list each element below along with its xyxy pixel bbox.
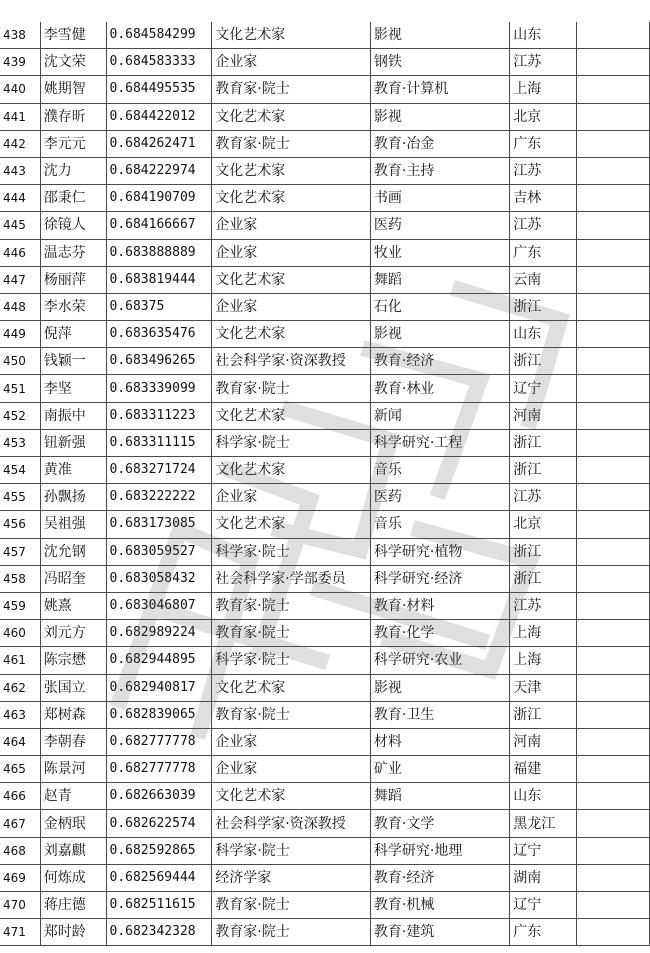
category-cell: 文化艺术家 [212,185,371,212]
empty-cell [576,185,649,212]
category-cell: 科学家·院士 [212,429,371,456]
score-cell: 0.682511615 [106,892,212,919]
category-cell: 教育家·院士 [212,592,371,619]
field-cell: 书画 [370,185,509,212]
score-cell: 0.684190709 [106,185,212,212]
province-cell: 湖南 [510,864,577,891]
empty-cell [576,701,649,728]
field-cell: 教育·计算机 [370,76,509,103]
score-cell: 0.682663039 [106,783,212,810]
field-cell: 医药 [370,484,509,511]
name-cell: 陈宗懋 [40,647,106,674]
score-cell: 0.682622574 [106,810,212,837]
score-cell: 0.684262471 [106,130,212,157]
table-row [0,810,650,837]
score-cell: 0.682944895 [106,647,212,674]
table-row [0,538,650,565]
score-cell: 0.684222974 [106,157,212,184]
score-cell: 0.684166667 [106,212,212,239]
table-row [0,756,650,783]
name-cell: 蒋庄德 [40,892,106,919]
name-cell: 吴祖强 [40,511,106,538]
field-cell: 钢铁 [370,49,509,76]
category-cell: 企业家 [212,49,371,76]
category-cell: 教育家·院士 [212,130,371,157]
score-cell: 0.682839065 [106,701,212,728]
name-cell: 黄准 [40,457,106,484]
name-cell: 金柄珉 [40,810,106,837]
empty-cell [576,76,649,103]
score-cell: 0.683059527 [106,538,212,565]
field-cell: 科学研究·农业 [370,647,509,674]
category-cell: 文化艺术家 [212,457,371,484]
rank-cell: 466 [0,783,40,810]
empty-cell [576,239,649,266]
rank-cell: 459 [0,592,40,619]
name-cell: 李水荣 [40,293,106,320]
empty-cell [576,511,649,538]
category-cell: 文化艺术家 [212,783,371,810]
rank-cell: 441 [0,103,40,130]
rank-cell: 467 [0,810,40,837]
score-cell: 0.68375 [106,293,212,320]
field-cell: 石化 [370,293,509,320]
field-cell: 教育·机械 [370,892,509,919]
name-cell: 何炼成 [40,864,106,891]
score-cell: 0.684495535 [106,76,212,103]
rank-cell: 450 [0,348,40,375]
name-cell: 钱颖一 [40,348,106,375]
field-cell: 舞蹈 [370,266,509,293]
category-cell: 社会科学家·资深教授 [212,810,371,837]
empty-cell [576,348,649,375]
name-cell: 赵青 [40,783,106,810]
table-row [0,647,650,674]
score-cell: 0.683173085 [106,511,212,538]
rank-cell: 452 [0,402,40,429]
category-cell: 科学家·院士 [212,647,371,674]
field-cell: 教育·冶金 [370,130,509,157]
table-row [0,565,650,592]
rank-cell: 440 [0,76,40,103]
province-cell: 广东 [510,130,577,157]
score-cell: 0.683058432 [106,565,212,592]
category-cell: 经济学家 [212,864,371,891]
name-cell: 刘元方 [40,620,106,647]
name-cell: 李雪健 [40,22,106,49]
category-cell: 社会科学家·资深教授 [212,348,371,375]
name-cell: 李朝春 [40,728,106,755]
field-cell: 教育·经济 [370,864,509,891]
name-cell: 李坚 [40,375,106,402]
category-cell: 文化艺术家 [212,321,371,348]
score-cell: 0.684584299 [106,22,212,49]
name-cell: 沈文荣 [40,49,106,76]
rank-cell: 445 [0,212,40,239]
rank-cell: 463 [0,701,40,728]
name-cell: 钮新强 [40,429,106,456]
rank-cell: 464 [0,728,40,755]
empty-cell [576,157,649,184]
rank-cell: 454 [0,457,40,484]
score-cell: 0.683311115 [106,429,212,456]
rank-cell: 439 [0,49,40,76]
name-cell: 郑时龄 [40,919,106,946]
name-cell: 李元元 [40,130,106,157]
name-cell: 杨丽萍 [40,266,106,293]
name-cell: 沈允钢 [40,538,106,565]
empty-cell [576,484,649,511]
category-cell: 教育家·院士 [212,701,371,728]
category-cell: 教育家·院士 [212,620,371,647]
province-cell: 北京 [510,103,577,130]
province-cell: 上海 [510,76,577,103]
table-row [0,22,650,49]
category-cell: 教育家·院士 [212,76,371,103]
province-cell: 浙江 [510,457,577,484]
province-cell: 河南 [510,728,577,755]
empty-cell [576,756,649,783]
ranking-table [0,22,650,946]
province-cell: 北京 [510,511,577,538]
table-row [0,185,650,212]
empty-cell [576,49,649,76]
category-cell: 教育家·院士 [212,375,371,402]
empty-cell [576,647,649,674]
score-cell: 0.682989224 [106,620,212,647]
empty-cell [576,919,649,946]
table-row [0,701,650,728]
empty-cell [576,457,649,484]
rank-cell: 443 [0,157,40,184]
field-cell: 教育·化学 [370,620,509,647]
table-row [0,429,650,456]
empty-cell [576,293,649,320]
score-cell: 0.684583333 [106,49,212,76]
rank-cell: 471 [0,919,40,946]
province-cell: 广东 [510,239,577,266]
category-cell: 企业家 [212,756,371,783]
field-cell: 牧业 [370,239,509,266]
field-cell: 新闻 [370,402,509,429]
province-cell: 广东 [510,919,577,946]
province-cell: 吉林 [510,185,577,212]
field-cell: 影视 [370,321,509,348]
empty-cell [576,375,649,402]
rank-cell: 470 [0,892,40,919]
name-cell: 冯昭奎 [40,565,106,592]
rank-cell: 438 [0,22,40,49]
rank-cell: 461 [0,647,40,674]
category-cell: 文化艺术家 [212,511,371,538]
rank-cell: 460 [0,620,40,647]
rank-cell: 458 [0,565,40,592]
table-row [0,783,650,810]
score-cell: 0.682777778 [106,756,212,783]
field-cell: 影视 [370,103,509,130]
table-row [0,76,650,103]
table-row [0,511,650,538]
score-cell: 0.683888889 [106,239,212,266]
province-cell: 浙江 [510,538,577,565]
table-row [0,674,650,701]
rank-cell: 451 [0,375,40,402]
category-cell: 科学家·院士 [212,837,371,864]
table-row [0,728,650,755]
field-cell: 科学研究·经济 [370,565,509,592]
name-cell: 张国立 [40,674,106,701]
field-cell: 科学研究·植物 [370,538,509,565]
table-row [0,375,650,402]
province-cell: 山东 [510,22,577,49]
name-cell: 倪萍 [40,321,106,348]
rank-cell: 468 [0,837,40,864]
field-cell: 教育·经济 [370,348,509,375]
score-cell: 0.683496265 [106,348,212,375]
category-cell: 文化艺术家 [212,103,371,130]
province-cell: 江苏 [510,212,577,239]
rank-cell: 444 [0,185,40,212]
name-cell: 孙飘扬 [40,484,106,511]
field-cell: 舞蹈 [370,783,509,810]
category-cell: 企业家 [212,239,371,266]
empty-cell [576,783,649,810]
empty-cell [576,674,649,701]
empty-cell [576,212,649,239]
category-cell: 文化艺术家 [212,266,371,293]
table-row [0,592,650,619]
field-cell: 矿业 [370,756,509,783]
rank-cell: 469 [0,864,40,891]
field-cell: 教育·林业 [370,375,509,402]
rank-cell: 446 [0,239,40,266]
score-cell: 0.683635476 [106,321,212,348]
name-cell: 陈景河 [40,756,106,783]
rank-cell: 456 [0,511,40,538]
empty-cell [576,402,649,429]
rank-cell: 449 [0,321,40,348]
table-row [0,484,650,511]
score-cell: 0.683046807 [106,592,212,619]
field-cell: 教育·卫生 [370,701,509,728]
field-cell: 材料 [370,728,509,755]
name-cell: 南振中 [40,402,106,429]
score-cell: 0.684422012 [106,103,212,130]
name-cell: 徐镜人 [40,212,106,239]
province-cell: 辽宁 [510,837,577,864]
score-cell: 0.683271724 [106,457,212,484]
field-cell: 音乐 [370,511,509,538]
table-row [0,103,650,130]
score-cell: 0.682777778 [106,728,212,755]
name-cell: 温志芬 [40,239,106,266]
rank-cell: 465 [0,756,40,783]
score-cell: 0.683819444 [106,266,212,293]
table-body [0,22,650,946]
score-cell: 0.683222222 [106,484,212,511]
province-cell: 山东 [510,783,577,810]
table-row [0,620,650,647]
table-row [0,321,650,348]
name-cell: 郑树森 [40,701,106,728]
province-cell: 浙江 [510,293,577,320]
table-row [0,266,650,293]
rank-cell: 447 [0,266,40,293]
rank-cell: 462 [0,674,40,701]
province-cell: 上海 [510,620,577,647]
field-cell: 科学研究·工程 [370,429,509,456]
field-cell: 科学研究·地理 [370,837,509,864]
table-row [0,402,650,429]
province-cell: 江苏 [510,484,577,511]
score-cell: 0.683339099 [106,375,212,402]
province-cell: 黑龙江 [510,810,577,837]
table-row [0,892,650,919]
empty-cell [576,620,649,647]
empty-cell [576,266,649,293]
rank-cell: 442 [0,130,40,157]
category-cell: 企业家 [212,728,371,755]
category-cell: 文化艺术家 [212,157,371,184]
name-cell: 姚熹 [40,592,106,619]
field-cell: 影视 [370,674,509,701]
field-cell: 医药 [370,212,509,239]
table-row [0,837,650,864]
empty-cell [576,22,649,49]
rank-cell: 453 [0,429,40,456]
province-cell: 福建 [510,756,577,783]
name-cell: 刘嘉麒 [40,837,106,864]
province-cell: 辽宁 [510,892,577,919]
category-cell: 企业家 [212,484,371,511]
province-cell: 浙江 [510,429,577,456]
empty-cell [576,429,649,456]
empty-cell [576,321,649,348]
empty-cell [576,538,649,565]
empty-cell [576,864,649,891]
empty-cell [576,837,649,864]
name-cell: 濮存昕 [40,103,106,130]
field-cell: 影视 [370,22,509,49]
category-cell: 教育家·院士 [212,919,371,946]
province-cell: 辽宁 [510,375,577,402]
category-cell: 教育家·院士 [212,892,371,919]
empty-cell [576,565,649,592]
province-cell: 山东 [510,321,577,348]
empty-cell [576,892,649,919]
score-cell: 0.683311223 [106,402,212,429]
category-cell: 社会科学家·学部委员 [212,565,371,592]
score-cell: 0.682342328 [106,919,212,946]
rank-cell: 448 [0,293,40,320]
rank-cell: 457 [0,538,40,565]
score-cell: 0.682940817 [106,674,212,701]
name-cell: 邵秉仁 [40,185,106,212]
field-cell: 教育·建筑 [370,919,509,946]
province-cell: 河南 [510,402,577,429]
province-cell: 浙江 [510,565,577,592]
name-cell: 沈力 [40,157,106,184]
rank-cell: 455 [0,484,40,511]
province-cell: 上海 [510,647,577,674]
field-cell: 教育·主持 [370,157,509,184]
table-row [0,157,650,184]
table-row [0,348,650,375]
province-cell: 江苏 [510,157,577,184]
table-row [0,919,650,946]
score-cell: 0.682569444 [106,864,212,891]
table-row [0,239,650,266]
empty-cell [576,810,649,837]
province-cell: 天津 [510,674,577,701]
table-row [0,49,650,76]
empty-cell [576,592,649,619]
province-cell: 江苏 [510,592,577,619]
table-row [0,212,650,239]
category-cell: 企业家 [212,293,371,320]
category-cell: 科学家·院士 [212,538,371,565]
score-cell: 0.682592865 [106,837,212,864]
category-cell: 文化艺术家 [212,402,371,429]
category-cell: 企业家 [212,212,371,239]
category-cell: 文化艺术家 [212,22,371,49]
empty-cell [576,130,649,157]
table-row [0,457,650,484]
name-cell: 姚期智 [40,76,106,103]
province-cell: 浙江 [510,348,577,375]
empty-cell [576,103,649,130]
field-cell: 教育·材料 [370,592,509,619]
category-cell: 文化艺术家 [212,674,371,701]
empty-cell [576,728,649,755]
province-cell: 云南 [510,266,577,293]
field-cell: 教育·文学 [370,810,509,837]
table-row [0,130,650,157]
province-cell: 江苏 [510,49,577,76]
table-row [0,864,650,891]
province-cell: 浙江 [510,701,577,728]
field-cell: 音乐 [370,457,509,484]
table-row [0,293,650,320]
